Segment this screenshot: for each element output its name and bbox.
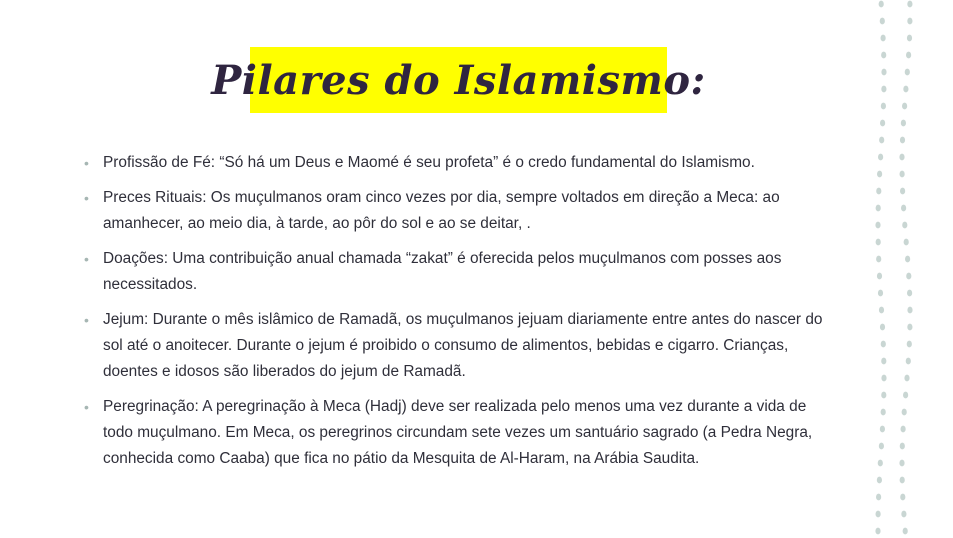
bullet-text: Doações: Uma contribuição anual chamada “zakat” é oferecida pelos muçulmanos com posses aos necessitados. xyxy=(103,250,782,293)
decor-dot xyxy=(876,205,881,212)
decor-dot xyxy=(899,460,904,467)
decor-dot xyxy=(881,35,886,42)
decor-dot xyxy=(876,511,881,518)
decor-dot xyxy=(902,103,907,110)
decor-dot xyxy=(905,256,910,263)
decor-dot xyxy=(903,86,908,93)
decor-dot xyxy=(881,103,886,110)
decor-dot xyxy=(881,409,886,416)
bullet-item xyxy=(84,246,834,298)
decor-dot xyxy=(881,69,886,76)
decor-dot xyxy=(906,358,911,365)
decor-dot xyxy=(900,171,905,178)
bullet-dot-icon: • xyxy=(84,155,89,171)
bullet-list xyxy=(84,150,834,481)
decor-dot xyxy=(901,511,906,518)
decor-dot xyxy=(900,137,905,144)
decor-dot xyxy=(881,358,886,365)
decor-dot xyxy=(881,392,886,399)
decor-dot xyxy=(877,171,882,178)
decor-dot xyxy=(907,307,912,314)
title-highlight xyxy=(211,47,706,113)
bullet-item xyxy=(84,150,834,176)
decor-dot xyxy=(879,137,884,144)
decor-dot xyxy=(878,460,883,467)
decor-dot xyxy=(900,477,905,484)
decor-dot xyxy=(904,375,909,382)
decor-dot xyxy=(879,307,884,314)
decor-dot xyxy=(905,69,910,76)
decor-dot xyxy=(880,426,885,433)
decor-dot xyxy=(876,256,881,263)
decor-dot xyxy=(900,443,905,450)
decor-dot xyxy=(907,290,912,297)
bullet-item xyxy=(84,307,834,385)
decor-dot xyxy=(906,52,911,59)
decor-dot xyxy=(907,324,912,331)
bullet-text: Jejum: Durante o mês islâmico de Ramadã, os muçulmanos jejuam diariamente entre antes do nascer do sol até o anoitecer. Durante o jejum é proibido o consumo de alimentos, bebidas e cigarro. Crianças, doentes e idosos são liberados do jejum de Ramadã. xyxy=(103,311,823,380)
bullet-text: Peregrinação: A peregrinação à Meca (Hadj) deve ser realizada pelo menos uma vez durante a vida de todo muçulmano. Em Meca, os peregrinos circundam sete vezes um santuário sagrado (a Pedra Negra, conhecida como Caaba) que fica no pátio da Mesquita de Al-Haram, na Arábia Saudita. xyxy=(103,398,813,467)
decor-dot xyxy=(881,52,886,59)
decor-dot xyxy=(875,528,880,535)
decor-dot xyxy=(879,443,884,450)
decor-dot xyxy=(876,239,881,246)
decor-dot xyxy=(881,375,886,382)
decor-dot xyxy=(879,1,884,8)
decor-dot xyxy=(880,324,885,331)
decor-dot xyxy=(875,222,880,229)
decor-dot xyxy=(901,205,906,212)
decor-dot xyxy=(877,477,882,484)
bullet-text: Preces Rituais: Os muçulmanos oram cinco vezes por dia, sempre voltados em direção a Meca: ao amanhecer, ao meio dia, à tarde, ao pôr do sol e ao se deitar, . xyxy=(103,189,780,232)
decor-dot xyxy=(881,341,886,348)
decor-dot xyxy=(877,273,882,280)
decor-dot xyxy=(903,528,908,535)
decor-dot xyxy=(907,35,912,42)
bullet-dot-icon: • xyxy=(84,312,89,328)
decor-dot xyxy=(880,120,885,127)
bullet-dot-icon: • xyxy=(84,251,89,267)
bullet-text: Profissão de Fé: “Só há um Deus e Maomé é seu profeta” é o credo fundamental do Islamismo. xyxy=(103,154,755,171)
decor-dot xyxy=(901,120,906,127)
decor-dot xyxy=(880,18,885,25)
decor-dot xyxy=(906,273,911,280)
slide-title: Pilares do Islamismo: xyxy=(211,56,706,104)
decor-dot xyxy=(899,154,904,161)
decor-dot xyxy=(903,392,908,399)
bullet-item xyxy=(84,185,834,237)
decor-dot xyxy=(904,239,909,246)
decor-dot xyxy=(907,18,912,25)
decor-dot xyxy=(878,290,883,297)
decor-dot xyxy=(876,494,881,501)
decor-dot xyxy=(907,341,912,348)
bullet-dot-icon: • xyxy=(84,399,89,415)
bullet-item xyxy=(84,394,834,472)
decor-dot xyxy=(900,188,905,195)
decor-dot xyxy=(881,86,886,93)
decor-dot xyxy=(901,426,906,433)
bullet-dot-icon: • xyxy=(84,190,89,206)
decor-dot xyxy=(900,494,905,501)
decor-dot xyxy=(902,222,907,229)
decor-dot xyxy=(907,1,912,8)
decor-dot xyxy=(902,409,907,416)
decor-dot xyxy=(878,154,883,161)
decor-dot xyxy=(876,188,881,195)
